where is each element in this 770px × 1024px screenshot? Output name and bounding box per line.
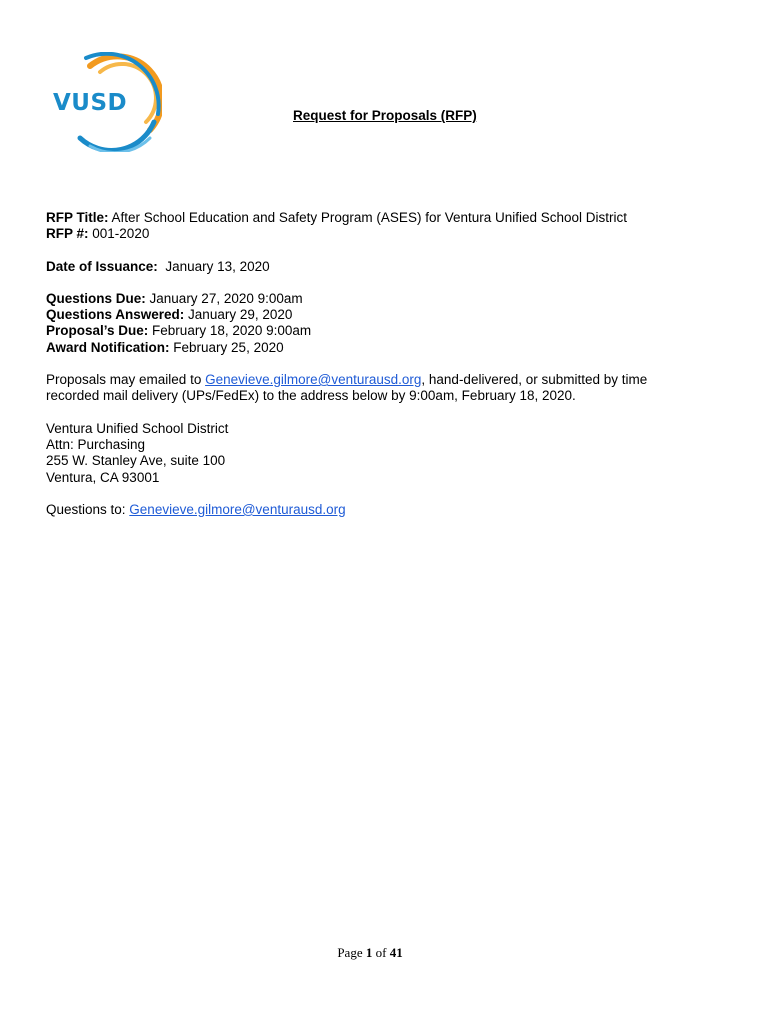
proposals-due-label: Proposal’s Due:	[46, 323, 149, 339]
document-body	[46, 210, 726, 534]
key-dates	[46, 291, 726, 356]
submission-email-link[interactable]: Genevieve.gilmore@venturausd.org	[205, 372, 422, 388]
vusd-logo	[50, 52, 162, 152]
questions-due-value: January 27, 2020 9:00am	[149, 290, 303, 306]
mailing-address	[46, 421, 726, 486]
questions-label: Questions to:	[46, 501, 130, 517]
rfp-info	[46, 210, 726, 243]
address-street: 255 W. Stanley Ave, suite 100	[46, 453, 226, 469]
submission-text-before: Proposals may emailed to	[46, 372, 206, 388]
issuance-label: Date of Issuance:	[46, 258, 158, 274]
address-attn: Attn: Purchasing	[46, 436, 146, 452]
questions-contact	[46, 502, 726, 518]
page-footer	[0, 945, 740, 961]
page-word: Page	[337, 945, 363, 960]
issuance-value: January 13, 2020	[165, 258, 270, 274]
issuance-info	[46, 259, 726, 275]
proposals-due-value: February 18, 2020 9:00am	[152, 323, 312, 339]
submission-text-after: , hand-delivered, or submitted by time	[421, 372, 648, 388]
address-city: Ventura, CA 93001	[46, 469, 160, 485]
rfp-title-value: After School Education and Safety Program (ASES) for Ventura Unified School District	[111, 210, 628, 225]
questions-due-label: Questions Due:	[46, 290, 146, 306]
award-value: February 25, 2020	[173, 339, 284, 355]
questions-answered-value: January 29, 2020	[188, 307, 293, 323]
of-word: of	[375, 945, 387, 960]
submission-line-2: recorded mail delivery (UPs/FedEx) to the address below by 9:00am, February 18, 2020.	[46, 388, 576, 404]
submission-instructions	[46, 372, 726, 405]
page-total: 41	[389, 945, 403, 960]
address-org: Ventura Unified School District	[46, 420, 229, 436]
page-current: 1	[365, 945, 373, 960]
award-label: Award Notification:	[46, 339, 170, 355]
rfp-number-label: RFP #:	[46, 226, 89, 242]
rfp-number-value: 001-2020	[92, 226, 150, 242]
questions-email-link[interactable]: Genevieve.gilmore@venturausd.org	[129, 501, 346, 517]
logo-text: VUSD	[53, 90, 128, 116]
questions-answered-label: Questions Answered:	[46, 307, 185, 323]
rfp-title-label: RFP Title:	[46, 210, 109, 225]
document-title: Request for Proposals (RFP)	[293, 108, 477, 123]
